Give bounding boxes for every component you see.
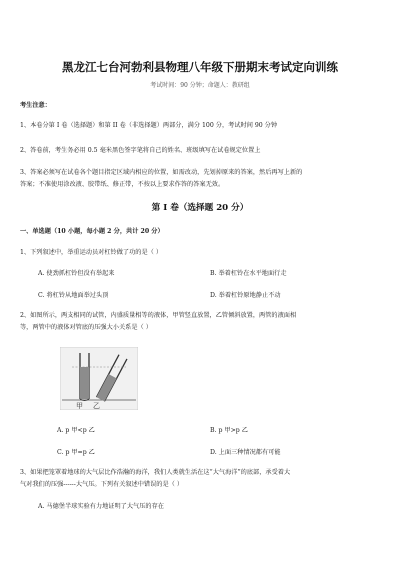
- q2-stem-line1: 2、如图所示，两支相同的试管，内盛质量相等的液体，甲管竖直放置，乙管倾斜放置，两管的液面相: [20, 312, 297, 319]
- section-title: 第 I 卷（选择题 20 分）: [151, 203, 249, 213]
- q3-option-a: A. 马德堡半球实验有力地证明了大气压的存在: [38, 503, 164, 510]
- note-item-3-cont: 答案；不准使用涂改液、胶带纸、修正带，不按以上要求作答的答案无效。: [20, 181, 225, 188]
- q2-option-d: D. 上面三种情况都有可能: [210, 449, 281, 456]
- q1-stem: 1、下列叙述中，举重运动员对杠铃做了功的是（ ）: [20, 249, 163, 256]
- part-heading: 一、单选题（10 小题，每小题 2 分，共计 20 分）: [20, 228, 164, 235]
- q3-stem-line2: 气对我们的压强------大气压。下列有关叙述中错误的是（ ）: [20, 481, 184, 488]
- q1-option-c: C. 将杠铃从地面举过头顶: [38, 292, 109, 299]
- q1-option-d: D. 举着杠铃原地静止不动: [210, 292, 281, 299]
- figure-label-jia: 甲: [76, 402, 83, 410]
- q2-option-c: C. p 甲=p 乙: [57, 449, 95, 456]
- exam-info: 考试时间：90 分钟；命题人：教研组: [150, 82, 250, 89]
- note-item-3: 3、答案必须写在试卷各个题目指定区域内相应的位置，如需改动，先划掉原来的答案，然后再写上新的: [20, 169, 303, 176]
- q1-option-b: B. 举着杠铃在水平地面行走: [210, 270, 287, 277]
- notes-heading: 考生注意：: [20, 102, 51, 109]
- q3-stem-line1: 3、如果把笼罩着地球的大气层比作浩瀚的海洋，我们人类就生活在这“大气海洋”的底部，承受着大: [20, 469, 291, 476]
- q1-option-a: A. 使劲抓杠铃但没有举起来: [38, 270, 115, 277]
- exam-title: 黑龙江七台河勃利县物理八年级下册期末考试定向训练: [62, 60, 338, 74]
- note-item-2: 2、答卷前，考生务必用 0.5 毫米黑色签字笔将自己的姓名、班级填写在试卷规定位置上: [20, 147, 261, 154]
- q2-option-b: B. p 甲>p 乙: [210, 427, 248, 434]
- q2-stem-line2: 等，两管中的液体对管底的压强大小关系是（ ）: [20, 324, 152, 331]
- figure-label-yi: 乙: [93, 402, 100, 410]
- q2-option-a: A. p 甲<p 乙: [57, 427, 95, 434]
- test-tubes-figure: [60, 347, 138, 410]
- note-item-1: 1、本卷分第 I 卷（选择题）和第 II 卷（非选择题）两部分，满分 100 分，考试时间 90 分钟: [20, 122, 278, 129]
- test-tubes-illustration: [60, 347, 138, 410]
